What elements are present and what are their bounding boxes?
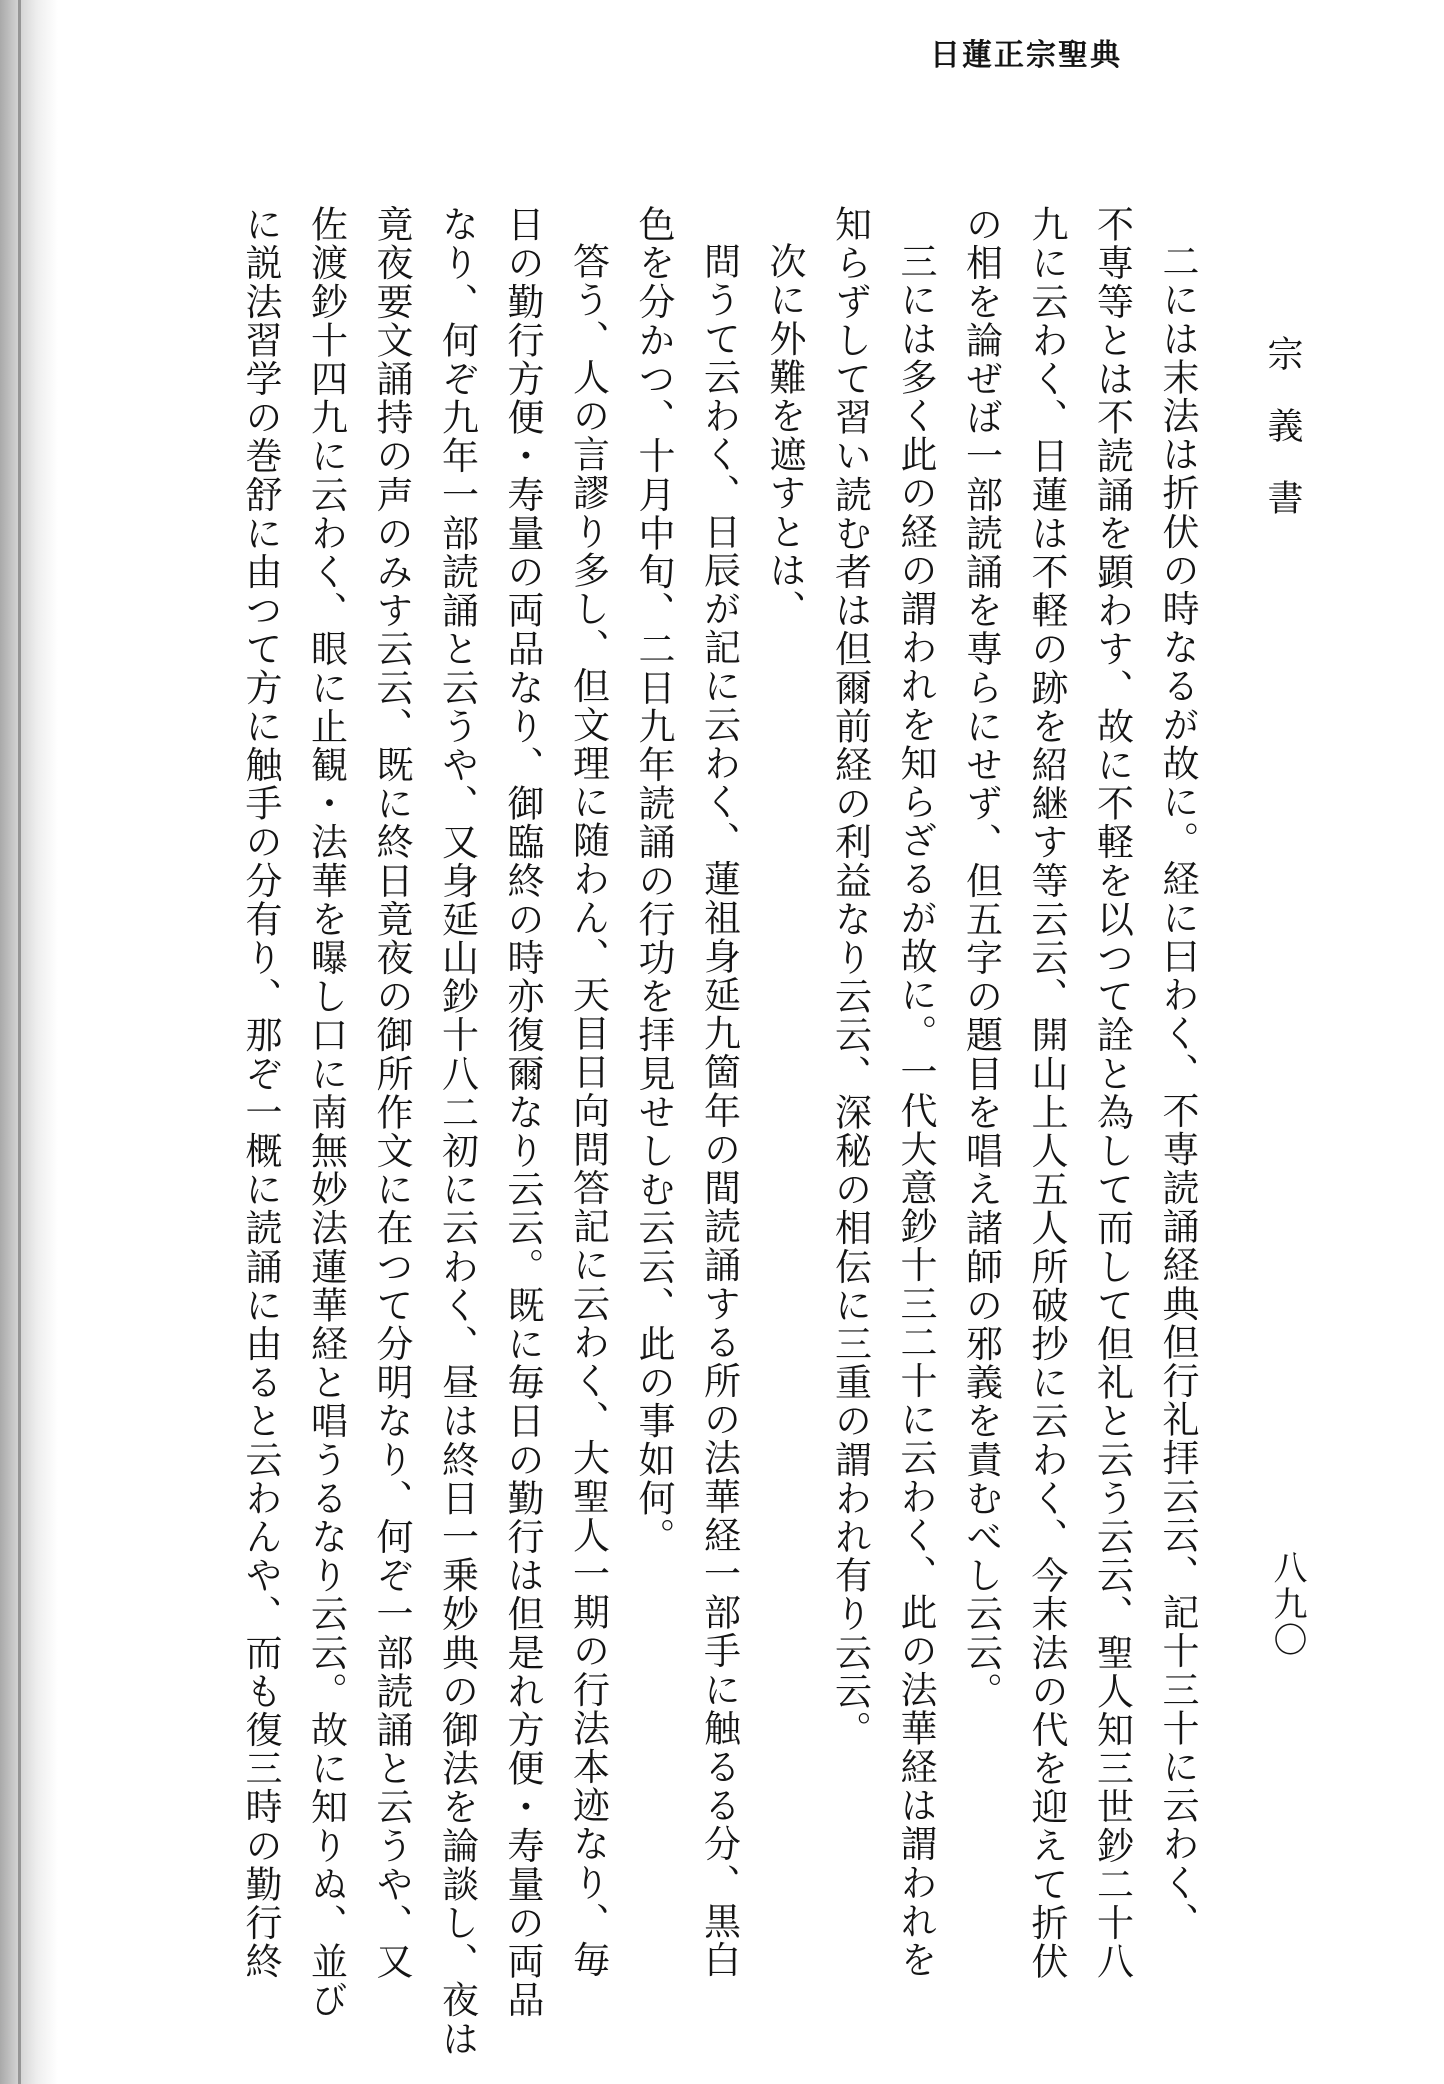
text-line: 不専等とは不読誦を顕わす、故に不軽を以つて詮と為して而して但礼と云う云云、聖人知三世鈔二十八 [1090,205,1134,1981]
text-line: 三には多く此の経の謂われを知らざるが故に。一代大意鈔十三二十に云わく、此の法華経は謂われを [894,242,937,1979]
text-line: 竟夜要文誦持の声のみす云云、既に終日竟夜の御所作文に在つて分明なり、何ぞ一部読誦と云うや、又 [370,205,413,1981]
book-binding-edge [18,0,21,2084]
text-line: 知らずして習い読む者は但爾前経の利益なり云云、深秘の相伝に三重の謂われ有り云云。 [828,205,872,1749]
section-title: 宗義書 [1262,335,1303,551]
running-head: 日蓮正宗聖典 [930,38,1122,73]
text-line: 答う、人の言謬り多し、但文理に随わん、天目日向問答記に云わく、大聖人一期の行法本迹なり、毎 [566,242,610,1979]
text-line: 次に外難を遮すとは、 [763,242,806,628]
text-line: 日の勤行方便・寿量の両品なり、御臨終の時亦復爾なり云云。既に毎日の勤行は但是れ方便・寿量の両品 [501,205,544,2020]
text-line: なり、何ぞ九年一部読誦と云うや、又身延山鈔十八二初に云わく、昼は終日一乗妙典の御法を論談し、夜は [435,205,479,2058]
text-line: 問うて云わく、日辰が記に云わく、蓮祖身延九箇年の間読誦する所の法華経一部手に触るる分、黒白 [697,242,741,1979]
text-line: の相を論ぜば一部読誦を専らにせず、但五字の題目を唱え諸師の邪義を責むべし云云。 [959,205,1003,1711]
text-line: 九に云わく、日蓮は不軽の跡を紹継す等云云、開山上人五人所破抄に云わく、今末法の代を迎えて折伏 [1025,205,1068,1981]
text-line: 色を分かつ、十月中旬、二日九年読誦の行功を拝見せしむ云云、此の事如何。 [632,205,675,1556]
text-line: に説法習学の巻舒に由つて方に触手の分有り、那ぞ一概に読誦に由ると云わんや、而も復三時の勤行終 [239,205,282,1981]
main-text-block [228,205,1211,2058]
page-number: 八九〇 [1267,1550,1307,1658]
text-line: 佐渡鈔十四九に云わく、眼に止観・法華を曝し口に南無妙法蓮華経と唱うるなり云云。故に知りぬ、並び [304,205,348,2020]
book-binding-shadow [0,0,58,2084]
text-line: 二には末法は折伏の時なるが故に。経に曰わく、不専読誦経典但行礼拝云云、記十三十に云わく、 [1156,242,1199,1941]
